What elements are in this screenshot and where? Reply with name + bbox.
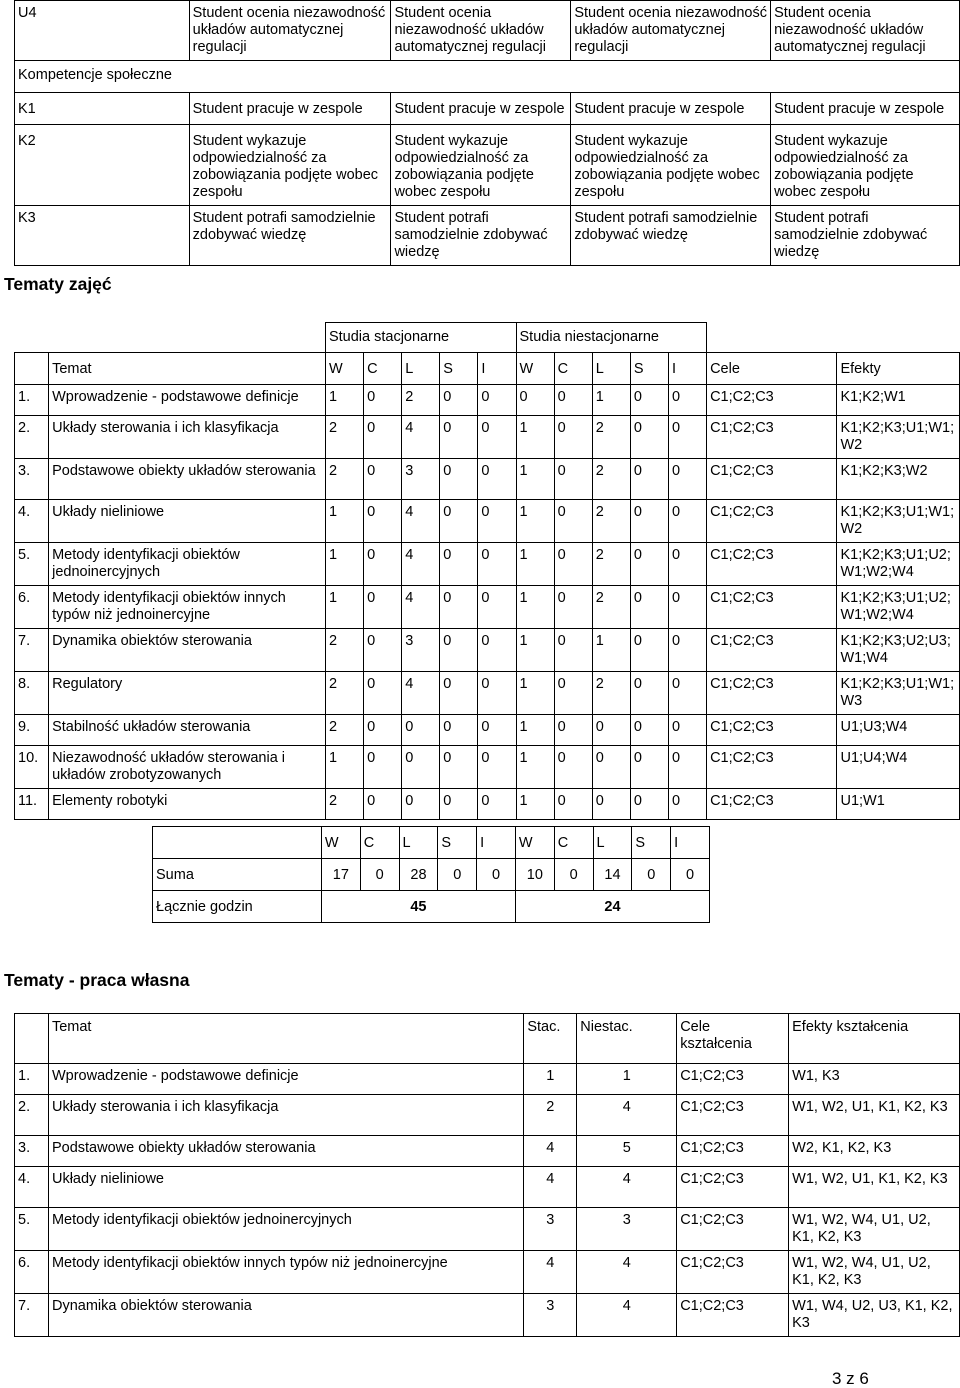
topic-hours: 0 xyxy=(478,746,516,789)
topics-group-header xyxy=(15,323,960,353)
own-cele: C1;C2;C3 xyxy=(677,1294,789,1337)
topic-hours: 0 xyxy=(554,672,592,715)
topic-hours: 0 xyxy=(668,416,706,459)
sum-header: L xyxy=(593,827,632,859)
topic-title: Regulatory xyxy=(49,672,326,715)
competence-row-k2 xyxy=(15,125,960,206)
topic-hours: 0 xyxy=(440,459,478,500)
topic-hours: 0 xyxy=(668,746,706,789)
topic-efekty: K1;K2;K3;U1;U2;W1;W2;W4 xyxy=(837,586,960,629)
topic-title: Metody identyfikacji obiektów jednoinercyjnych xyxy=(49,543,326,586)
suma-value: 17 xyxy=(321,859,360,891)
competence-code: K2 xyxy=(15,125,190,206)
topic-hours: 0 xyxy=(668,459,706,500)
own-niestac: 4 xyxy=(577,1251,677,1294)
topic-hours: 2 xyxy=(592,500,630,543)
topic-hours: 0 xyxy=(364,746,402,789)
topic-hours: 4 xyxy=(402,500,440,543)
topic-row xyxy=(15,385,960,416)
own-work-row xyxy=(15,1095,960,1136)
topic-hours: 0 xyxy=(478,459,516,500)
topic-cele: C1;C2;C3 xyxy=(707,672,837,715)
competence-cell: Student wykazuje odpowiedzialność za zobowiązania podjęte wobec zespołu xyxy=(391,125,571,206)
ow-header-cele: Cele kształcenia xyxy=(677,1014,789,1064)
topic-hours: 2 xyxy=(592,672,630,715)
section-label: Kompetencje społeczne xyxy=(15,61,960,93)
own-number: 7. xyxy=(15,1294,49,1337)
own-number: 6. xyxy=(15,1251,49,1294)
header-l: L xyxy=(402,353,440,385)
topic-hours: 0 xyxy=(554,586,592,629)
competence-cell: Student ocenia niezawodność układów automatycznej regulacji xyxy=(771,1,960,61)
topic-hours: 2 xyxy=(325,672,363,715)
topic-title: Dynamika obiektów sterowania xyxy=(49,629,326,672)
own-number: 1. xyxy=(15,1064,49,1095)
summary-suma-row xyxy=(153,859,710,891)
competence-code: K1 xyxy=(15,93,190,125)
own-niestac: 5 xyxy=(577,1136,677,1167)
header-w: W xyxy=(325,353,363,385)
topic-number: 5. xyxy=(15,543,49,586)
topic-cele: C1;C2;C3 xyxy=(707,629,837,672)
topic-hours: 0 xyxy=(478,416,516,459)
own-work-table xyxy=(14,1013,960,1337)
topic-cele: C1;C2;C3 xyxy=(707,543,837,586)
competence-cell: Student wykazuje odpowiedzialność za zobowiązania podjęte wobec zespołu xyxy=(189,125,391,206)
topic-hours: 0 xyxy=(478,586,516,629)
own-efekty: W1, K3 xyxy=(789,1064,960,1095)
header-cele: Cele xyxy=(707,353,837,385)
topic-hours: 1 xyxy=(516,459,554,500)
own-cele: C1;C2;C3 xyxy=(677,1136,789,1167)
header-l: L xyxy=(592,353,630,385)
own-stac: 2 xyxy=(524,1095,577,1136)
topic-hours: 0 xyxy=(668,715,706,746)
suma-value: 0 xyxy=(438,859,477,891)
topic-hours: 1 xyxy=(592,385,630,416)
topic-efekty: K1;K2;W1 xyxy=(837,385,960,416)
own-efekty: W1, W2, U1, K1, K2, K3 xyxy=(789,1167,960,1208)
topic-row xyxy=(15,715,960,746)
sum-header: S xyxy=(438,827,477,859)
topic-cele: C1;C2;C3 xyxy=(707,459,837,500)
competence-cell: Student ocenia niezawodność układów automatycznej regulacji xyxy=(391,1,571,61)
topic-title: Układy nieliniowe xyxy=(49,500,326,543)
topic-hours: 2 xyxy=(592,416,630,459)
topic-hours: 1 xyxy=(516,672,554,715)
topic-hours: 0 xyxy=(630,500,668,543)
topic-hours: 0 xyxy=(630,586,668,629)
competence-code: K3 xyxy=(15,206,190,266)
page-number: 3 z 6 xyxy=(832,1369,869,1388)
topic-hours: 0 xyxy=(478,543,516,586)
competence-cell: Student ocenia niezawodność układów automatycznej regulacji xyxy=(571,1,771,61)
sum-header: S xyxy=(632,827,671,859)
competence-table xyxy=(14,0,960,266)
topic-hours: 0 xyxy=(668,385,706,416)
topic-hours: 0 xyxy=(630,416,668,459)
header-c: C xyxy=(364,353,402,385)
topic-hours: 2 xyxy=(592,459,630,500)
topic-cele: C1;C2;C3 xyxy=(707,715,837,746)
topic-number: 8. xyxy=(15,672,49,715)
competence-row-k1 xyxy=(15,93,960,125)
suma-value: 0 xyxy=(360,859,399,891)
topic-hours: 0 xyxy=(440,672,478,715)
topic-hours: 0 xyxy=(554,500,592,543)
topic-efekty: U1;U4;W4 xyxy=(837,746,960,789)
sum-header: C xyxy=(554,827,593,859)
sum-header: C xyxy=(360,827,399,859)
topic-hours: 0 xyxy=(592,715,630,746)
own-work-row xyxy=(15,1208,960,1251)
topic-hours: 4 xyxy=(402,672,440,715)
topic-hours: 0 xyxy=(440,385,478,416)
topic-row xyxy=(15,672,960,715)
topic-hours: 1 xyxy=(516,746,554,789)
own-cele: C1;C2;C3 xyxy=(677,1064,789,1095)
competence-cell: Student pracuje w zespole xyxy=(571,93,771,125)
topic-row xyxy=(15,586,960,629)
topic-hours: 4 xyxy=(402,416,440,459)
header-i: I xyxy=(668,353,706,385)
own-cele: C1;C2;C3 xyxy=(677,1095,789,1136)
topic-number: 1. xyxy=(15,385,49,416)
topic-hours: 0 xyxy=(402,789,440,820)
own-niestac: 3 xyxy=(577,1208,677,1251)
topic-hours: 0 xyxy=(478,715,516,746)
own-efekty: W1, W4, U2, U3, K1, K2, K3 xyxy=(789,1294,960,1337)
topic-hours: 0 xyxy=(364,789,402,820)
own-title: Wprowadzenie - podstawowe definicje xyxy=(48,1064,523,1095)
topic-efekty: K1;K2;K3;U1;W1;W2 xyxy=(837,500,960,543)
own-cele: C1;C2;C3 xyxy=(677,1167,789,1208)
own-work-row xyxy=(15,1167,960,1208)
sum-header: I xyxy=(671,827,710,859)
own-niestac: 4 xyxy=(577,1294,677,1337)
ow-header-niestac: Niestac. xyxy=(577,1014,677,1064)
topic-hours: 0 xyxy=(554,416,592,459)
ow-header-efekty: Efekty kształcenia xyxy=(789,1014,960,1064)
group-stacjonarne: Studia stacjonarne xyxy=(325,323,516,353)
topic-hours: 0 xyxy=(668,543,706,586)
topic-number: 11. xyxy=(15,789,49,820)
topic-hours: 0 xyxy=(592,789,630,820)
topic-hours: 1 xyxy=(592,629,630,672)
competence-cell: Student potrafi samodzielnie zdobywać wiedzę xyxy=(771,206,960,266)
own-work-row xyxy=(15,1251,960,1294)
topics-table xyxy=(14,322,960,820)
header-i: I xyxy=(478,353,516,385)
topic-hours: 1 xyxy=(325,500,363,543)
topic-cele: C1;C2;C3 xyxy=(707,416,837,459)
competence-code: U4 xyxy=(15,1,190,61)
topic-hours: 0 xyxy=(364,672,402,715)
competence-cell: Student ocenia niezawodność układów automatycznej regulacji xyxy=(189,1,391,61)
topic-hours: 0 xyxy=(554,629,592,672)
topic-hours: 0 xyxy=(364,715,402,746)
header-temat: Temat xyxy=(49,353,326,385)
topic-title: Niezawodność układów sterowania i układów zrobotyzowanych xyxy=(49,746,326,789)
topic-cele: C1;C2;C3 xyxy=(707,746,837,789)
topic-hours: 0 xyxy=(364,459,402,500)
topic-hours: 0 xyxy=(364,385,402,416)
sum-header: I xyxy=(477,827,516,859)
topic-hours: 0 xyxy=(440,789,478,820)
topic-hours: 1 xyxy=(516,586,554,629)
topic-efekty: K1;K2;K3;U1;W1;W2 xyxy=(837,416,960,459)
topic-hours: 1 xyxy=(516,543,554,586)
own-work-row xyxy=(15,1136,960,1167)
summary-lacznie-row xyxy=(153,891,710,923)
summary-header-row xyxy=(153,827,710,859)
own-title: Układy nieliniowe xyxy=(48,1167,523,1208)
competence-cell: Student potrafi samodzielnie zdobywać wiedzę xyxy=(189,206,391,266)
topic-row xyxy=(15,459,960,500)
topic-hours: 0 xyxy=(554,789,592,820)
topic-number: 9. xyxy=(15,715,49,746)
topic-hours: 0 xyxy=(554,746,592,789)
competence-row-u4 xyxy=(15,1,960,61)
topic-hours: 0 xyxy=(364,543,402,586)
topic-hours: 0 xyxy=(478,500,516,543)
competence-section-row xyxy=(15,61,960,93)
topic-hours: 1 xyxy=(516,629,554,672)
topic-hours: 0 xyxy=(364,416,402,459)
header-s: S xyxy=(630,353,668,385)
topic-hours: 0 xyxy=(668,586,706,629)
topic-hours: 0 xyxy=(630,672,668,715)
topic-number: 10. xyxy=(15,746,49,789)
own-work-heading: Tematy - praca własna xyxy=(4,970,190,990)
topic-title: Metody identyfikacji obiektów innych typów niż jednoinercyjne xyxy=(49,586,326,629)
own-number: 4. xyxy=(15,1167,49,1208)
topic-hours: 0 xyxy=(668,500,706,543)
own-niestac: 4 xyxy=(577,1095,677,1136)
topic-hours: 4 xyxy=(402,543,440,586)
group-niestacjonarne: Studia niestacjonarne xyxy=(516,323,707,353)
topic-hours: 2 xyxy=(402,385,440,416)
topic-efekty: U1;U3;W4 xyxy=(837,715,960,746)
topic-hours: 1 xyxy=(325,543,363,586)
topic-row xyxy=(15,629,960,672)
topic-hours: 0 xyxy=(364,629,402,672)
topic-row xyxy=(15,416,960,459)
topic-hours: 0 xyxy=(668,672,706,715)
topic-row xyxy=(15,789,960,820)
topic-hours: 0 xyxy=(440,416,478,459)
topic-hours: 0 xyxy=(630,715,668,746)
own-efekty: W1, W2, W4, U1, U2, K1, K2, K3 xyxy=(789,1208,960,1251)
own-stac: 3 xyxy=(524,1208,577,1251)
suma-value: 0 xyxy=(671,859,710,891)
topic-hours: 0 xyxy=(554,385,592,416)
topic-hours: 0 xyxy=(516,385,554,416)
topic-row xyxy=(15,746,960,789)
topic-hours: 0 xyxy=(440,543,478,586)
suma-value: 10 xyxy=(515,859,554,891)
topic-cele: C1;C2;C3 xyxy=(707,385,837,416)
topic-title: Układy sterowania i ich klasyfikacja xyxy=(49,416,326,459)
topic-hours: 0 xyxy=(364,500,402,543)
topic-title: Stabilność układów sterowania xyxy=(49,715,326,746)
own-number: 3. xyxy=(15,1136,49,1167)
topic-hours: 0 xyxy=(630,543,668,586)
own-stac: 3 xyxy=(524,1294,577,1337)
own-stac: 4 xyxy=(524,1251,577,1294)
ow-header-temat: Temat xyxy=(48,1014,523,1064)
competence-cell: Student pracuje w zespole xyxy=(391,93,571,125)
topic-hours: 0 xyxy=(440,500,478,543)
own-title: Metody identyfikacji obiektów jednoinercyjnych xyxy=(48,1208,523,1251)
topic-hours: 2 xyxy=(592,586,630,629)
suma-value: 0 xyxy=(554,859,593,891)
topic-number: 3. xyxy=(15,459,49,500)
topic-hours: 0 xyxy=(554,715,592,746)
own-cele: C1;C2;C3 xyxy=(677,1251,789,1294)
sum-header: W xyxy=(321,827,360,859)
topic-hours: 0 xyxy=(440,746,478,789)
topic-cele: C1;C2;C3 xyxy=(707,789,837,820)
topic-efekty: K1;K2;K3;U2;U3;W1;W4 xyxy=(837,629,960,672)
own-title: Układy sterowania i ich klasyfikacja xyxy=(48,1095,523,1136)
topic-hours: 0 xyxy=(478,629,516,672)
topic-hours: 0 xyxy=(478,672,516,715)
own-stac: 1 xyxy=(524,1064,577,1095)
own-work-row xyxy=(15,1294,960,1337)
topic-hours: 0 xyxy=(668,629,706,672)
topic-hours: 1 xyxy=(325,746,363,789)
topic-hours: 0 xyxy=(630,385,668,416)
suma-value: 0 xyxy=(632,859,671,891)
own-niestac: 1 xyxy=(577,1064,677,1095)
topic-hours: 2 xyxy=(325,459,363,500)
own-title: Dynamika obiektów sterowania xyxy=(48,1294,523,1337)
header-efekty: Efekty xyxy=(837,353,960,385)
topic-cele: C1;C2;C3 xyxy=(707,500,837,543)
topic-hours: 1 xyxy=(516,715,554,746)
topic-hours: 0 xyxy=(440,629,478,672)
header-w: W xyxy=(516,353,554,385)
topic-efekty: K1;K2;K3;U1;W1;W3 xyxy=(837,672,960,715)
own-title: Podstawowe obiekty układów sterowania xyxy=(48,1136,523,1167)
topic-hours: 1 xyxy=(325,586,363,629)
topic-hours: 0 xyxy=(440,715,478,746)
topic-hours: 0 xyxy=(592,746,630,789)
topic-hours: 2 xyxy=(592,543,630,586)
competence-cell: Student wykazuje odpowiedzialność za zobowiązania podjęte wobec zespołu xyxy=(571,125,771,206)
suma-value: 28 xyxy=(399,859,438,891)
suma-value: 0 xyxy=(477,859,516,891)
own-cele: C1;C2;C3 xyxy=(677,1208,789,1251)
ow-header-stac: Stac. xyxy=(524,1014,577,1064)
topic-hours: 2 xyxy=(325,416,363,459)
topic-efekty: U1;W1 xyxy=(837,789,960,820)
lacznie-niestac: 24 xyxy=(515,891,709,923)
topic-hours: 1 xyxy=(516,789,554,820)
topic-hours: 3 xyxy=(402,459,440,500)
own-efekty: W1, W2, W4, U1, U2, K1, K2, K3 xyxy=(789,1251,960,1294)
sum-header: W xyxy=(515,827,554,859)
topics-heading: Tematy zajęć xyxy=(4,274,112,294)
summary-table xyxy=(152,826,710,923)
topic-hours: 0 xyxy=(554,543,592,586)
topic-hours: 2 xyxy=(325,715,363,746)
lacznie-label: Łącznie godzin xyxy=(153,891,322,923)
competence-row-k3 xyxy=(15,206,960,266)
competence-cell: Student potrafi samodzielnie zdobywać wiedzę xyxy=(391,206,571,266)
topic-efekty: K1;K2;K3;U1;U2;W1;W2;W4 xyxy=(837,543,960,586)
topic-efekty: K1;K2;K3;W2 xyxy=(837,459,960,500)
competence-cell: Student pracuje w zespole xyxy=(771,93,960,125)
competence-cell: Student potrafi samodzielnie zdobywać wiedzę xyxy=(571,206,771,266)
topic-number: 6. xyxy=(15,586,49,629)
topic-hours: 0 xyxy=(402,746,440,789)
topic-title: Podstawowe obiekty układów sterowania xyxy=(49,459,326,500)
topic-hours: 0 xyxy=(478,385,516,416)
topic-row xyxy=(15,500,960,543)
topic-number: 7. xyxy=(15,629,49,672)
topic-row xyxy=(15,543,960,586)
own-stac: 4 xyxy=(524,1136,577,1167)
topic-hours: 1 xyxy=(325,385,363,416)
own-number: 5. xyxy=(15,1208,49,1251)
topic-hours: 2 xyxy=(325,629,363,672)
topic-hours: 0 xyxy=(630,789,668,820)
topic-hours: 0 xyxy=(630,459,668,500)
topics-header-row xyxy=(15,353,960,385)
own-efekty: W1, W2, U1, K1, K2, K3 xyxy=(789,1095,960,1136)
competence-cell: Student pracuje w zespole xyxy=(189,93,391,125)
own-efekty: W2, K1, K2, K3 xyxy=(789,1136,960,1167)
topic-hours: 0 xyxy=(668,789,706,820)
topic-cele: C1;C2;C3 xyxy=(707,586,837,629)
topic-hours: 1 xyxy=(516,500,554,543)
header-s: S xyxy=(440,353,478,385)
own-number: 2. xyxy=(15,1095,49,1136)
topic-hours: 0 xyxy=(440,586,478,629)
topic-hours: 0 xyxy=(364,586,402,629)
sum-header: L xyxy=(399,827,438,859)
own-stac: 4 xyxy=(524,1167,577,1208)
own-work-header-row xyxy=(15,1014,960,1064)
topic-number: 2. xyxy=(15,416,49,459)
topic-number: 4. xyxy=(15,500,49,543)
topic-hours: 0 xyxy=(402,715,440,746)
topic-hours: 4 xyxy=(402,586,440,629)
topic-hours: 0 xyxy=(630,746,668,789)
suma-label: Suma xyxy=(153,859,322,891)
own-niestac: 4 xyxy=(577,1167,677,1208)
suma-value: 14 xyxy=(593,859,632,891)
own-work-row xyxy=(15,1064,960,1095)
topic-hours: 1 xyxy=(516,416,554,459)
topic-hours: 0 xyxy=(554,459,592,500)
own-title: Metody identyfikacji obiektów innych typów niż jednoinercyjne xyxy=(48,1251,523,1294)
header-c: C xyxy=(554,353,592,385)
topic-title: Wprowadzenie - podstawowe definicje xyxy=(49,385,326,416)
topic-hours: 0 xyxy=(478,789,516,820)
topic-title: Elementy robotyki xyxy=(49,789,326,820)
lacznie-stac: 45 xyxy=(321,891,515,923)
competence-cell: Student wykazuje odpowiedzialność za zobowiązania podjęte wobec zespołu xyxy=(771,125,960,206)
topic-hours: 2 xyxy=(325,789,363,820)
topic-hours: 3 xyxy=(402,629,440,672)
topic-hours: 0 xyxy=(630,629,668,672)
